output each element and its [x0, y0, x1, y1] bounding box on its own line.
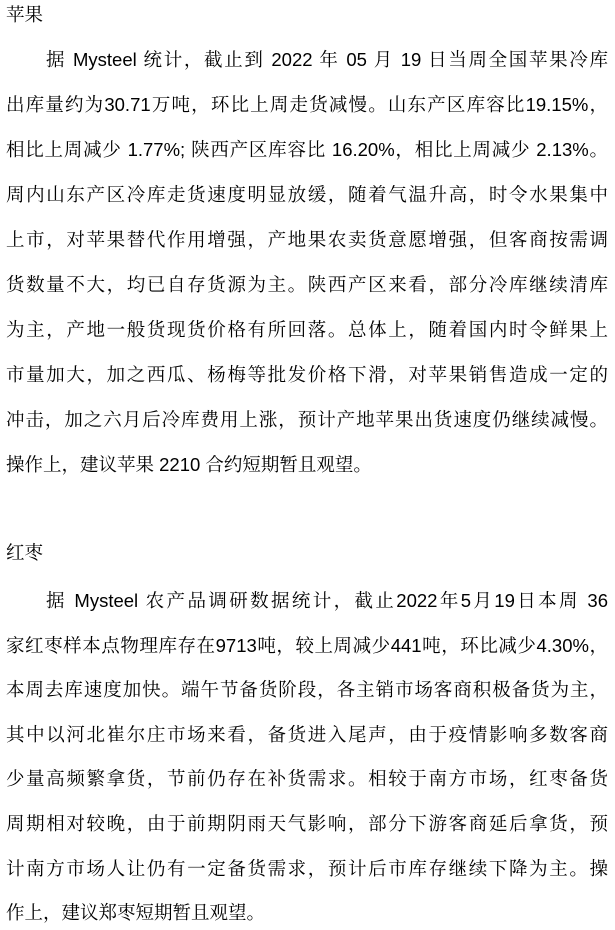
- paragraph-line: 本周去库速度加快。端午节备货阶段，各主销市场客商积极备货为主，: [6, 679, 608, 701]
- paragraph-line: 操作上，建议苹果 2210 合约短期暂且观望。: [6, 454, 372, 475]
- paragraph-line: 市量加大，加之西瓜、杨梅等批发价格下滑，对苹果销售造成一定的: [6, 364, 608, 385]
- paragraph-line: 家红枣样本点物理库存在9713吨，较上周减少441吨，环比减少4.30%，: [6, 634, 608, 656]
- paragraph-line: 冲击，加之六月后冷库费用上涨，预计产地苹果出货速度仍继续减慢。: [6, 409, 608, 430]
- paragraph-line: 计南方市场人让仍有一定备货需求，预计后市库存继续下降为主。操: [6, 857, 608, 879]
- paragraph-line: 作上，建议郑枣短期暂且观望。: [6, 902, 266, 924]
- paragraph-line: 周期相对较晚，由于前期阴雨天气影响，部分下游客商延后拿货，预: [6, 812, 608, 834]
- paragraph-line: 周内山东产区冷库走货速度明显放缓，随着气温升高，时令水果集中: [6, 184, 608, 205]
- paragraph-line: 相比上周减少 1.77%; 陕西产区库容比 16.20%，相比上周减少 2.13%。: [6, 139, 608, 160]
- paragraph-line: 上市，对苹果替代作用增强，产地果农卖货意愿增强，但客商按需调: [6, 229, 608, 250]
- paragraph-line: 其中以河北崔尔庄市场来看，备货进入尾声，由于疫情影响多数客商: [6, 723, 608, 745]
- paragraph-line: 据 Mysteel 统计，截止到 2022 年 05 月 19 日当周全国苹果冷库: [46, 49, 608, 70]
- paragraph-line: 据 Mysteel 农产品调研数据统计，截止2022年5月19日本周 36: [46, 590, 608, 611]
- paragraph-line: 出库量约为30.71万吨，环比上周走货减慢。山东产区库容比19.15%，: [6, 94, 608, 115]
- section-red-dates: [6, 540, 615, 926]
- section-title: 红枣: [6, 542, 44, 563]
- paragraph: [6, 47, 615, 478]
- paragraph-line: 为主，产地一般货现货价格有所回落。总体上，随着国内时令鲜果上: [6, 319, 608, 340]
- section-title: 苹果: [6, 4, 44, 25]
- section-apple: [6, 2, 615, 478]
- paragraph-line: 少量高频繁拿货，节前仍存在补货需求。相较于南方市场，红枣备货: [6, 768, 608, 790]
- paragraph-line: 货数量不大，均已自存货源为主。陕西产区来看，部分冷库继续清库: [6, 274, 608, 295]
- paragraph: [6, 588, 615, 926]
